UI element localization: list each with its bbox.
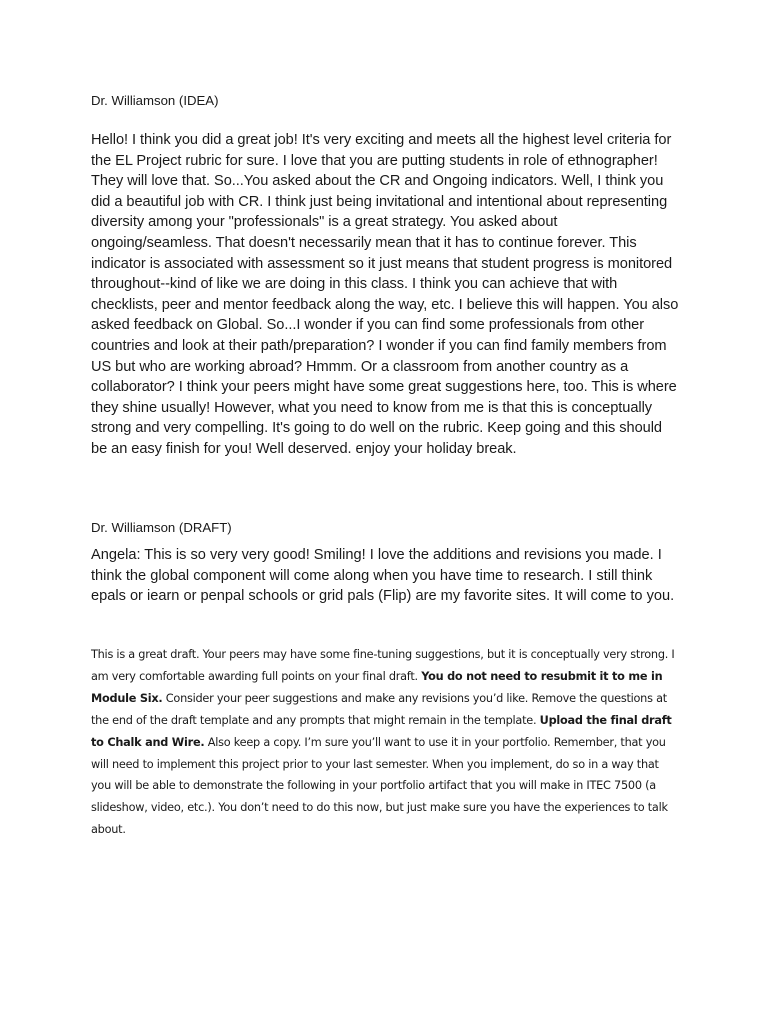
- upload-instruction: Upload the final draft to Chalk and Wire.: [91, 713, 672, 749]
- feedback-text-part3: Also keep a copy. I’m sure you’ll want to use it in your portfolio. Remember, that you will need to implement this project prior to your last semester. When you implement, do so in a way that you will be able to demonstrate the following in your portfolio artifact that you will make in ITEC 7500 (a slideshow, video, etc.). You don’t need to do this now, but just make sure you have the experiences to talk about.: [91, 735, 668, 837]
- idea-feedback-body: Hello! I think you did a great job! It's very exciting and meets all the highest level criteria for the EL Project rubric for sure. I love that you are putting students in role of ethnographer! They will love that. So...You asked about the CR and Ongoing indicators. Well, I think you did a beautiful job with CR. I think just being invitational and intentional about representing diversity among your "professionals" is a great strategy. You asked about ongoing/seamless. That doesn't necessarily mean that it has to continue forever. This indicator is associated with assessment so it just means that student progress is monitored throughout--kind of like we are doing in this class. I think you can achieve that with checklists, peer and mentor feedback along the way, etc. I believe this will happen. You also asked feedback on Global. So...I wonder if you can find some professionals from other countries and look at their path/preparation? I wonder if you can find family members from US but who are working abroad? Hmmm. Or a classroom from another country as a collaborator? I think your peers might have some great suggestions here, too. This is where they shine usually! However, what you need to know from me is that this is conceptually strong and very compelling. It's going to do well on the rubric. Keep going and this should be an easy finish for you! Well deserved. enjoy your holiday break.: [91, 132, 679, 457]
- resubmit-note: You do not need to resubmit it to me in Module Six.: [91, 669, 663, 705]
- idea-feedback-heading: Dr. Williamson (IDEA): [91, 93, 219, 108]
- draft-feedback-details: [91, 644, 681, 841]
- feedback-text-part1: This is a great draft. Your peers may have some fine-tuning suggestions, but it is conceptually very strong. I am very comfortable awarding full points on your final draft.: [91, 648, 675, 683]
- feedback-text-part2: Consider your peer suggestions and make any revisions you’d like. Remove the questions at the end of the draft template and any prompts that might remain in the template.: [91, 691, 667, 727]
- draft-feedback-body: Angela: This is so very very good! Smiling! I love the additions and revisions you made. I think the global component will come along when you have time to research. I still think epals or iearn or penpal schools or grid pals (Flip) are my favorite sites. It will come to you.: [91, 547, 675, 605]
- draft-feedback-heading: Dr. Williamson (DRAFT): [91, 520, 232, 535]
